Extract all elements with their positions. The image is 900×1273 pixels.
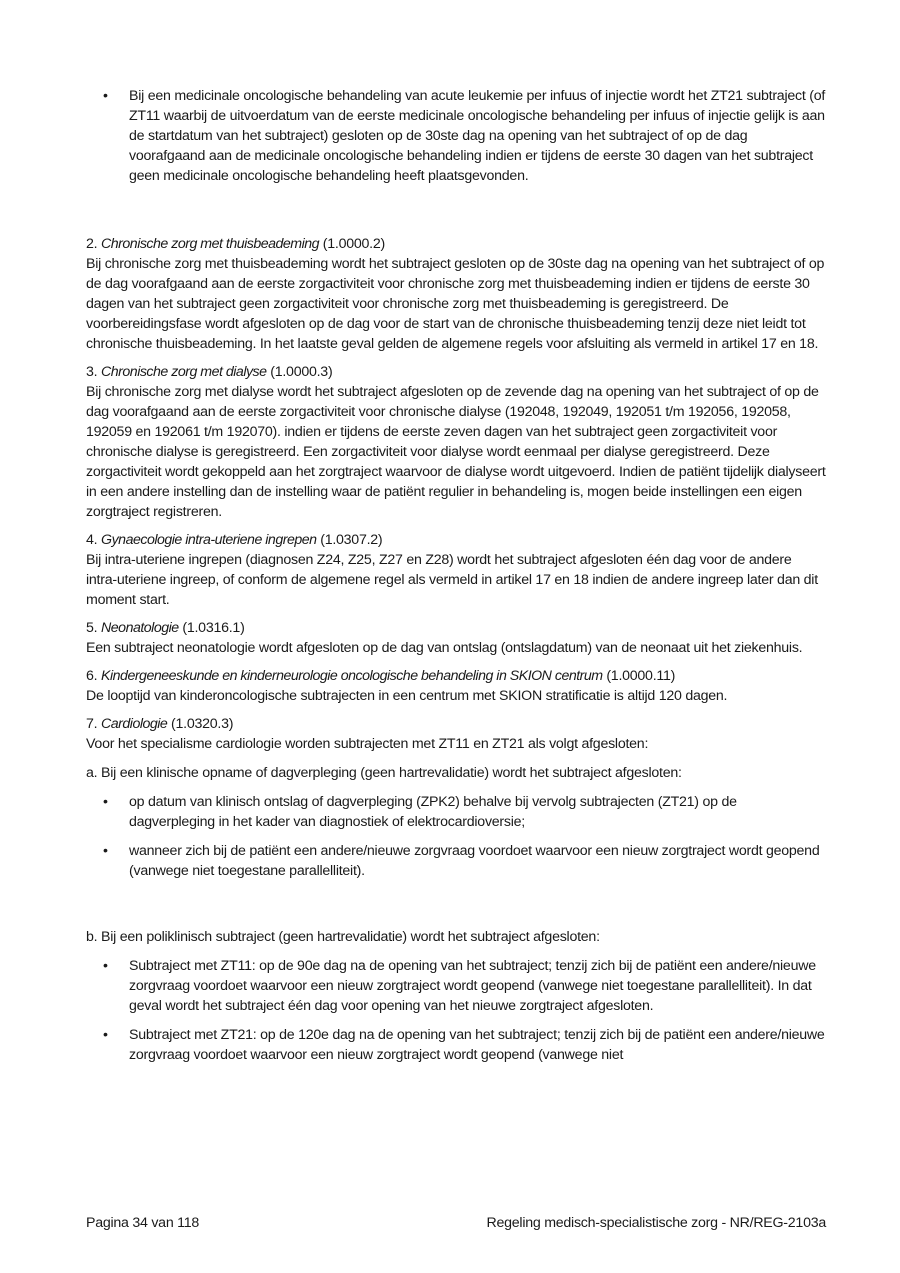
section-title: Chronische zorg met dialyse xyxy=(101,364,267,380)
section-heading xyxy=(86,362,826,382)
section-heading xyxy=(86,618,826,638)
section-text: Bij chronische zorg met dialyse wordt het subtraject afgesloten op de zevende dag na opening van het subtraject of op de dag voorafgaand aan de eerste zorgactiviteit voor chronische dialyse (192048, 192049, 192051 t/m 192056, 192058, 192059 en 192061 t/m 192070). indien er tijdens de eerste zeven dagen van het subtraject geen zorgactiviteit voor chronische dialyse is geregistreerd. Een zorgactiviteit voor dialyse wordt eenmaal per dialyse geregistreerd. Deze zorgactiviteit wordt gekoppeld aan het zorgtraject waarvoor de dialyse wordt uitgevoerd. Indien de patiënt tijdelijk dialyseert in een andere instelling dan de instelling waar de patiënt regulier in behandeling is, mogen beide instellingen een eigen zorgtraject registreren. xyxy=(86,384,826,520)
bullet-text: wanneer zich bij de patiënt een andere/nieuwe zorgvraag voordoet waarvoor een nieuw zorgtraject wordt geopend (vanwege niet toegestane parallelliteit). xyxy=(129,843,820,879)
page-footer xyxy=(86,1213,826,1233)
section-code: (1.0320.3) xyxy=(171,716,234,732)
section-heading xyxy=(86,234,826,254)
list-item xyxy=(86,792,826,832)
section-title: Gynaecologie intra-uteriene ingrepen xyxy=(101,532,317,548)
section-title: Neonatologie xyxy=(101,620,179,636)
section-dialyse xyxy=(86,362,826,522)
page-number: Pagina 34 van 118 xyxy=(86,1215,200,1231)
section-title: Chronische zorg met thuisbeademing xyxy=(101,236,320,252)
list-item xyxy=(86,956,826,1016)
bullet-icon: • xyxy=(103,1027,108,1043)
section-cardiologie xyxy=(86,714,826,1065)
section-number: 2. xyxy=(86,236,98,252)
bullet-text: op datum van klinisch ontslag of dagverpleging (ZPK2) behalve bij vervolg subtrajecten (ZT21) op de dagverpleging in het kader van diagnostiek of elektrocardioversie; xyxy=(129,794,737,830)
section-code: (1.0000.3) xyxy=(270,364,333,380)
section-number: 3. xyxy=(86,364,98,380)
document-reference: Regeling medisch-specialistische zorg - NR/REG-2103a xyxy=(486,1215,826,1231)
section-number: 7. xyxy=(86,716,98,732)
intro-bullet-list xyxy=(86,86,826,186)
bullet-text: Subtraject met ZT21: op de 120e dag na de opening van het subtraject; tenzij zich bij de patiënt een andere/nieuwe zorgvraag voordoet waarvoor een nieuw zorgtraject wordt geopend (vanwege niet xyxy=(129,1027,825,1063)
section-code: (1.0307.2) xyxy=(320,532,383,548)
document-page xyxy=(86,86,826,1074)
list-item xyxy=(86,1025,826,1065)
bullet-icon: • xyxy=(103,88,108,104)
bullet-icon: • xyxy=(103,794,108,810)
bullet-text: Subtraject met ZT11: op de 90e dag na de opening van het subtraject; tenzij zich bij de patiënt een andere/nieuwe zorgvraag voordoet waarvoor een nieuw zorgtraject wordt geopend (vanwege niet toegestane parallelliteit). In dat geval wordt het subtraject één dag voor opening van het nieuwe zorgtraject afgesloten. xyxy=(129,958,816,1014)
bullet-icon: • xyxy=(103,843,108,859)
part-b-bullets xyxy=(86,956,826,1065)
section-skion xyxy=(86,666,826,706)
section-heading xyxy=(86,666,826,686)
section-title: Kindergeneeskunde en kinderneurologie oncologische behandeling in SKION centrum xyxy=(101,668,603,684)
section-intro: Voor het specialisme cardiologie worden subtrajecten met ZT11 en ZT21 als volgt afgesloten: xyxy=(86,736,649,752)
part-a-label: a. Bij een klinische opname of dagverpleging (geen hartrevalidatie) wordt het subtraject afgesloten: xyxy=(86,765,682,781)
section-text: Bij intra-uteriene ingrepen (diagnosen Z24, Z25, Z27 en Z28) wordt het subtraject afgesloten één dag voor de andere intra-uteriene ingreep, of conform de algemene regel als vermeld in artikel 17 en 18 indien de andere ingreep later dan dit moment start. xyxy=(86,552,818,608)
list-item xyxy=(86,841,826,881)
section-neonatologie xyxy=(86,618,826,658)
bullet-text: Bij een medicinale oncologische behandeling van acute leukemie per infuus of injectie wordt het ZT21 subtraject (of ZT11 waarbij de uitvoerdatum van de eerste medicinale oncologische behandeling per infuus of injectie gelijk is aan de startdatum van het subtraject) gesloten op de 30ste dag na opening van het subtraject of op de dag voorafgaand aan de medicinale oncologische behandeling indien er tijdens de eerste 30 dagen van het subtraject geen medicinale oncologische behandeling heeft plaatsgevonden. xyxy=(129,88,826,184)
section-gynaecologie xyxy=(86,530,826,610)
section-text: Een subtraject neonatologie wordt afgesloten op de dag van ontslag (ontslagdatum) van de neonaat uit het ziekenhuis. xyxy=(86,640,803,656)
section-code: (1.0000.11) xyxy=(606,668,676,684)
section-number: 5. xyxy=(86,620,98,636)
section-number: 6. xyxy=(86,668,98,684)
section-heading xyxy=(86,714,826,734)
part-a-bullets xyxy=(86,792,826,881)
section-heading xyxy=(86,530,826,550)
section-text: Bij chronische zorg met thuisbeademing wordt het subtraject gesloten op de 30ste dag na opening van het subtraject of op de dag voorafgaand aan de eerste zorgactiviteit voor chronische zorg met thuisbeademing indien er tijdens de eerste 30 dagen van het subtraject geen zorgactiviteit voor chronische zorg met thuisbeademing is geregistreerd. De voorbereidingsfase wordt afgesloten op de dag voor de start van de chronische thuisbeademing tenzij deze niet leidt tot chronische thuisbeademing. In het laatste geval gelden de algemene regels voor afsluiting als vermeld in artikel 17 en 18. xyxy=(86,256,825,352)
section-text: De looptijd van kinderoncologische subtrajecten in een centrum met SKION stratificatie is altijd 120 dagen. xyxy=(86,688,728,704)
part-b-label: b. Bij een poliklinisch subtraject (geen hartrevalidatie) wordt het subtraject afgesloten: xyxy=(86,929,600,945)
bullet-icon: • xyxy=(103,958,108,974)
list-item xyxy=(86,86,826,186)
section-number: 4. xyxy=(86,532,98,548)
section-title: Cardiologie xyxy=(101,716,168,732)
section-code: (1.0000.2) xyxy=(322,236,385,252)
section-thuisbeademing xyxy=(86,234,826,354)
section-code: (1.0316.1) xyxy=(182,620,245,636)
